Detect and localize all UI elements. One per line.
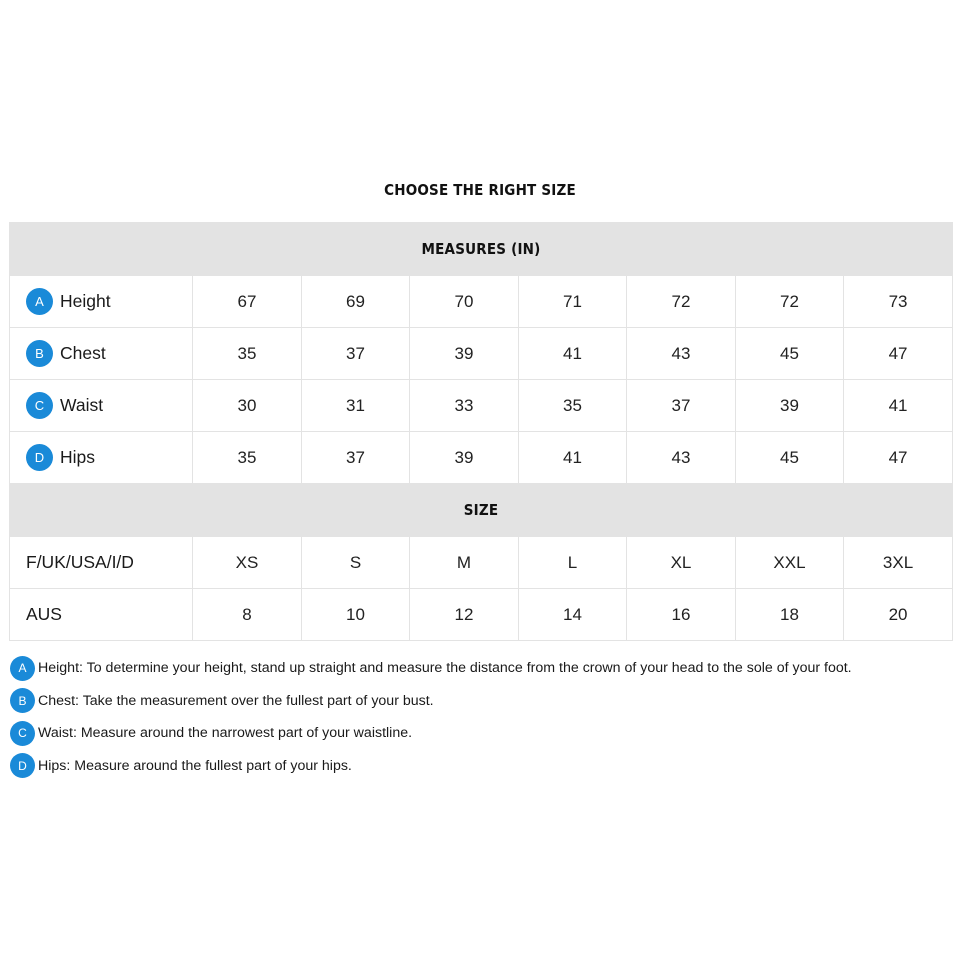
note-text: Hips: Measure around the fullest part of your hips.	[38, 757, 352, 774]
table-cell: 39	[736, 380, 844, 432]
size-header: SIZE	[10, 484, 953, 537]
table-cell: 18	[736, 589, 844, 641]
table-cell: 14	[519, 589, 627, 641]
size-row-international	[10, 537, 953, 589]
table-cell: 37	[302, 432, 410, 484]
table-cell: 45	[736, 432, 844, 484]
page-title: CHOOSE THE RIGHT SIZE	[384, 181, 576, 199]
measurement-notes	[10, 654, 955, 784]
note-hips	[10, 752, 955, 780]
table-cell: 47	[844, 328, 953, 380]
row-label-text: Hips	[60, 447, 96, 467]
badge-b-icon: B	[10, 688, 35, 713]
table-cell: 67	[193, 276, 302, 328]
table-cell: 8	[193, 589, 302, 641]
row-label-waist	[10, 380, 193, 432]
table-cell: 37	[302, 328, 410, 380]
row-label-chest	[10, 328, 193, 380]
badge-a-icon: A	[26, 288, 53, 315]
table-cell: 16	[627, 589, 736, 641]
table-cell: 41	[519, 432, 627, 484]
table-cell: 3XL	[844, 537, 953, 589]
measures-header-row	[10, 223, 953, 276]
table-cell: L	[519, 537, 627, 589]
badge-a-icon: A	[10, 656, 35, 681]
table-cell: M	[410, 537, 519, 589]
row-label-international: F/UK/USA/I/D	[10, 537, 193, 589]
row-label-text: Waist	[60, 395, 104, 415]
badge-c-icon: C	[26, 392, 53, 419]
row-label-text: Chest	[60, 343, 106, 363]
table-cell: 41	[519, 328, 627, 380]
size-chart-table	[9, 222, 953, 641]
table-cell: 39	[410, 432, 519, 484]
badge-b-icon: B	[26, 340, 53, 367]
measure-row-waist	[10, 380, 953, 432]
table-cell: 35	[193, 328, 302, 380]
table-cell: 45	[736, 328, 844, 380]
measure-row-hips	[10, 432, 953, 484]
table-cell: 43	[627, 432, 736, 484]
note-text: Height: To determine your height, stand up straight and measure the distance from the crown of your head to the sole of your foot.	[38, 660, 852, 676]
size-row-aus	[10, 589, 953, 641]
size-header-row	[10, 484, 953, 537]
table-cell: 69	[302, 276, 410, 328]
measures-header: MEASURES (IN)	[10, 223, 953, 276]
table-cell: 10	[302, 589, 410, 641]
table-cell: 39	[410, 328, 519, 380]
table-cell: 72	[736, 276, 844, 328]
note-text: Chest: Take the measurement over the fullest part of your bust.	[38, 692, 434, 709]
table-cell: 70	[410, 276, 519, 328]
table-cell: 71	[519, 276, 627, 328]
table-cell: 31	[302, 380, 410, 432]
table-cell: 35	[519, 380, 627, 432]
table-cell: 43	[627, 328, 736, 380]
badge-d-icon: D	[26, 444, 53, 471]
table-cell: 12	[410, 589, 519, 641]
row-label-aus: AUS	[10, 589, 193, 641]
table-cell: 73	[844, 276, 953, 328]
note-chest	[10, 687, 955, 715]
table-cell: XL	[627, 537, 736, 589]
table-cell: 47	[844, 432, 953, 484]
table-cell: S	[302, 537, 410, 589]
table-cell: 33	[410, 380, 519, 432]
table-cell: XS	[193, 537, 302, 589]
table-cell: 35	[193, 432, 302, 484]
table-cell: 30	[193, 380, 302, 432]
row-label-text: Height	[60, 291, 111, 311]
note-height	[10, 654, 955, 682]
badge-d-icon: D	[10, 753, 35, 778]
table-cell: XXL	[736, 537, 844, 589]
row-label-hips	[10, 432, 193, 484]
table-cell: 72	[627, 276, 736, 328]
table-cell: 41	[844, 380, 953, 432]
measure-row-height	[10, 276, 953, 328]
table-cell: 20	[844, 589, 953, 641]
note-waist	[10, 719, 955, 747]
row-label-height	[10, 276, 193, 328]
measure-row-chest	[10, 328, 953, 380]
note-text: Waist: Measure around the narrowest part of your waistline.	[38, 725, 413, 741]
badge-c-icon: C	[10, 721, 35, 746]
table-cell: 37	[627, 380, 736, 432]
